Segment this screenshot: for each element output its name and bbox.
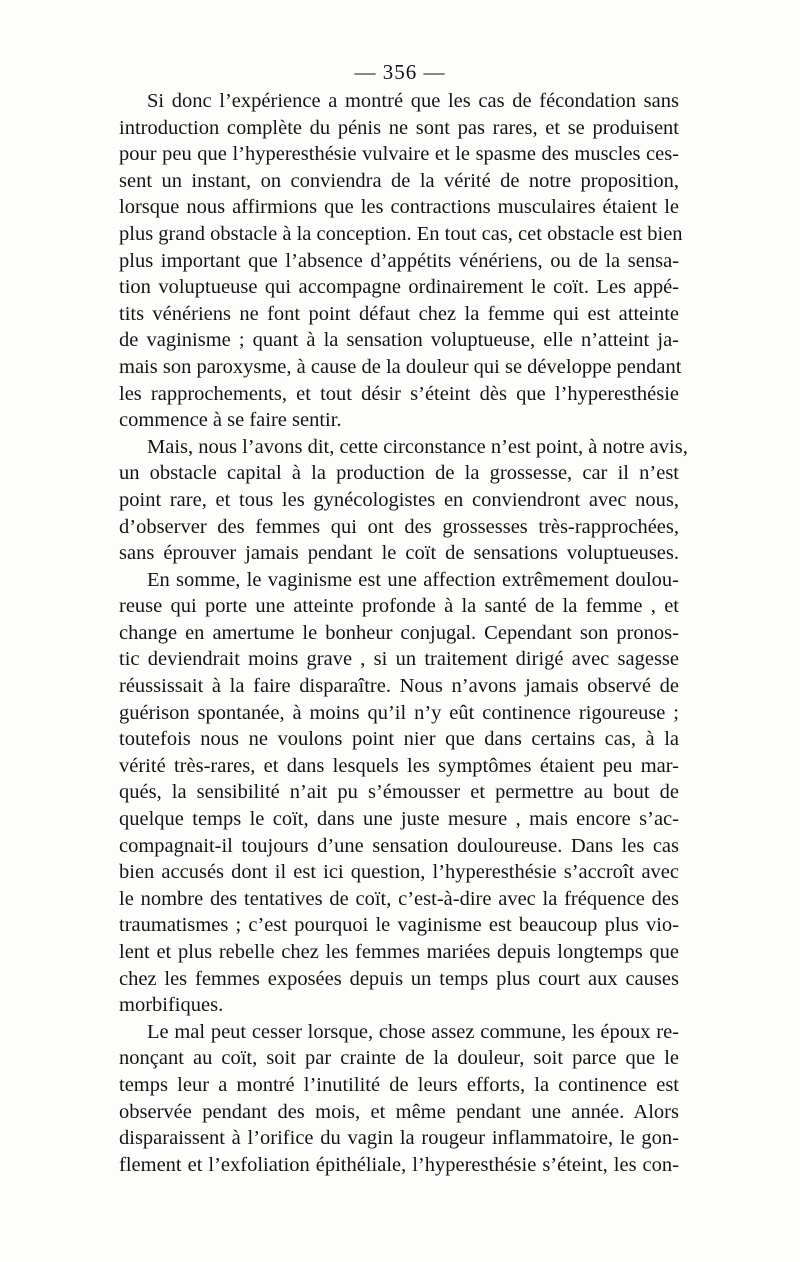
- text-line: plus grand obstacle à la conception. En tout cas, cet obstacle est bien: [119, 222, 683, 245]
- text-line: d’observer des femmes qui ont des grossesses très-rapprochées,: [119, 515, 679, 538]
- text-line: Mais, nous l’avons dit, cette circonstance n’est point, à notre avis,: [147, 435, 688, 458]
- paragraph: [119, 567, 679, 1019]
- text-line: point rare, et tous les gynécologistes en conviendront avec nous,: [119, 488, 679, 511]
- text-line: tion voluptueuse qui accompagne ordinairement le coït. Les appé-: [119, 276, 679, 299]
- paragraph: [119, 1019, 679, 1179]
- text-line: temps leur a montré l’inutilité de leurs efforts, la continence est: [119, 1073, 679, 1096]
- text-line: bien accusés dont il est ici question, l’hyperesthésie s’accroît avec: [119, 861, 679, 884]
- text-line: un obstacle capital à la production de la grossesse, car il n’est: [119, 462, 679, 485]
- text-line: commence à se faire sentir.: [119, 409, 342, 432]
- text-line: sans éprouver jamais pendant le coït de sensations voluptueuses.: [119, 542, 679, 565]
- page-number: — 356 —: [354, 60, 446, 84]
- text-line: vérité très-rares, et dans lesquels les symptômes étaient peu mar-: [119, 754, 679, 777]
- text-line: mais son paroxysme, à cause de la douleur qui se développe pendant: [119, 355, 682, 378]
- text-line: guérison spontanée, à moins qu’il n’y eût continence rigoureuse ;: [119, 701, 679, 724]
- text-line: tic deviendrait moins grave , si un traitement dirigé avec sagesse: [119, 648, 679, 671]
- text-line: sent un instant, on conviendra de la vérité de notre proposition,: [119, 169, 679, 192]
- text-line: disparaissent à l’orifice du vagin la rougeur inflammatoire, le gon-: [119, 1127, 679, 1150]
- text-line: change en amertume le bonheur conjugal. Cependant son pronos-: [119, 621, 679, 644]
- text-line: nonçant au coït, soit par crainte de la douleur, soit parce que le: [119, 1047, 679, 1070]
- text-line: Le mal peut cesser lorsque, chose assez commune, les époux re-: [147, 1020, 679, 1043]
- text-line: pour peu que l’hyperesthésie vulvaire et le spasme des muscles ces-: [119, 143, 679, 166]
- text-line: de vaginisme ; quant à la sensation voluptueuse, elle n’atteint ja-: [119, 329, 679, 352]
- text-line: lent et plus rebelle chez les femmes mariées depuis longtemps que: [119, 941, 679, 963]
- paragraph: [119, 434, 688, 567]
- text-line: compagnait-il toujours d’une sensation douloureuse. Dans les cas: [119, 834, 679, 857]
- text-line: quelque temps le coït, dans une juste mesure , mais encore s’ac-: [119, 808, 679, 831]
- text-line: flement et l’exfoliation épithéliale, l’hyperesthésie s’éteint, les con-: [119, 1153, 679, 1176]
- text-line: les rapprochements, et tout désir s’éteint dès que l’hyperesthésie: [119, 382, 679, 405]
- text-line: traumatismes ; c’est pourquoi le vaginisme est beaucoup plus vio-: [119, 914, 679, 937]
- text-line: tits vénériens ne font point défaut chez la femme qui est atteinte: [119, 302, 679, 325]
- text-line: le nombre des tentatives de coït, c’est-à-dire avec la fréquence des: [119, 887, 679, 910]
- text-line: plus important que l’absence d’appétits vénériens, ou de la sensa-: [119, 249, 679, 272]
- text-line: introduction complète du pénis ne sont pas rares, et se produisent: [119, 116, 679, 139]
- text-line: En somme, le vaginisme est une affection extrêmement doulou-: [147, 568, 679, 591]
- text-line: qués, la sensibilité n’ait pu s’émousser et permettre au bout de: [119, 781, 679, 804]
- text-line: morbifiques.: [119, 994, 224, 1017]
- text-line: chez les femmes exposées depuis un temps plus court aux causes: [119, 967, 679, 990]
- text-line: observée pendant des mois, et même pendant une année. Alors: [119, 1100, 679, 1123]
- text-line: reuse qui porte une atteinte profonde à la santé de la femme , et: [119, 595, 679, 618]
- text-line: toutefois nous ne voulons point nier que dans certains cas, à la: [119, 728, 679, 751]
- text-body: [119, 88, 688, 1178]
- paragraph: [119, 88, 683, 434]
- text-line: lorsque nous affirmions que les contractions musculaires étaient le: [119, 196, 679, 219]
- text-line: Si donc l’expérience a montré que les cas de fécondation sans: [147, 90, 679, 112]
- text-line: réussissait à la faire disparaître. Nous n’avons jamais observé de: [119, 675, 679, 698]
